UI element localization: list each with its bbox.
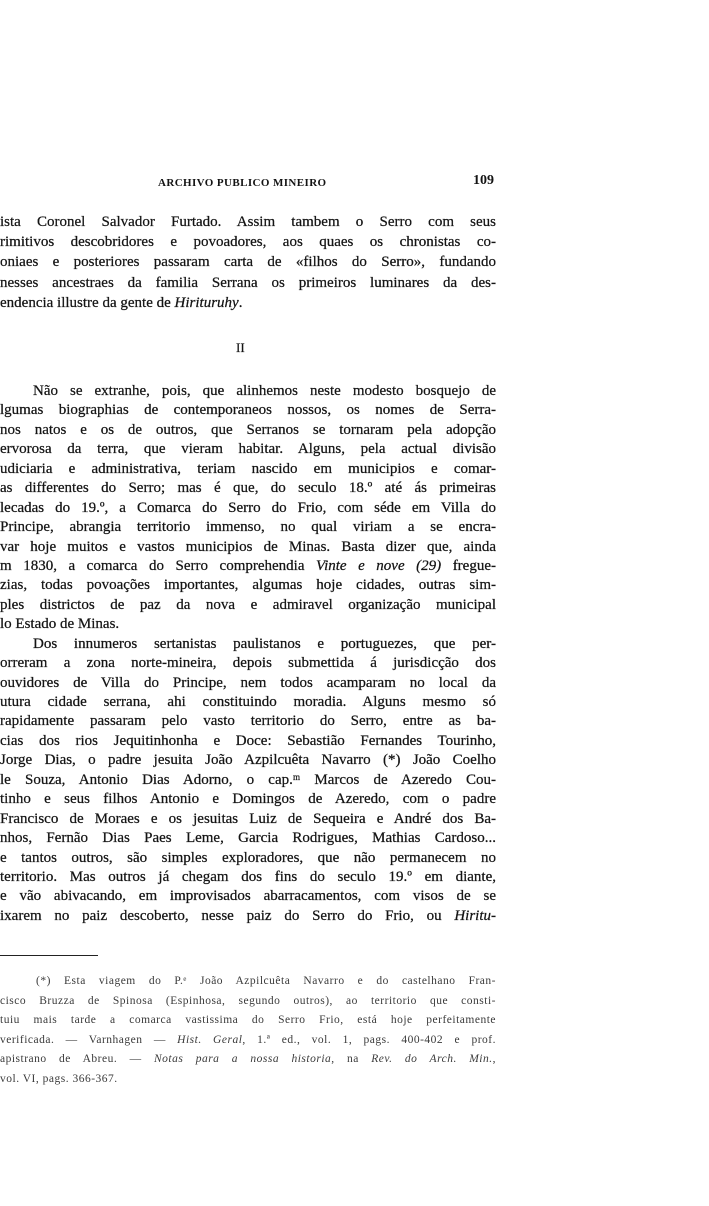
text-line bbox=[0, 518, 496, 537]
text-run: utura cidade serrana, ahi constituindo moradia. Alguns mesmo só bbox=[0, 694, 496, 710]
running-title: ARCHIVO PUBLICO MINEIRO bbox=[158, 177, 327, 189]
text-line bbox=[0, 576, 496, 595]
text-run: verificada. — Varnhagen — bbox=[0, 1033, 178, 1046]
text-run: zias, todas povoações importantes, algumas hoje cidades, outras sim- bbox=[0, 577, 496, 594]
text-run: rimitivos descobridores e povoadores, aos quaes os chronistas co- bbox=[0, 234, 496, 251]
page-number: 109 bbox=[473, 173, 494, 188]
text-run: Francisco de Moraes e os jesuitas Luiz de Sequeira e André dos Ba- bbox=[0, 810, 496, 827]
text-line bbox=[0, 293, 496, 313]
text-line bbox=[0, 810, 496, 829]
text-run: le Souza, Antonio Dias Adorno, o cap.ᵐ Marcos de Azeredo Cou- bbox=[0, 771, 496, 788]
text-run: e tantos outros, são simples exploradores, que não permanecem no bbox=[0, 849, 496, 866]
text-line bbox=[0, 440, 496, 459]
text-run: nesses ancestraes da familia Serrana os primeiros luminares da des- bbox=[0, 274, 496, 291]
text-run: m 1830, a comarca do Serro comprehendia bbox=[0, 557, 317, 574]
text-run: var hoje muitos e vastos municipios de Minas. Basta dizer que, ainda bbox=[0, 538, 496, 555]
text-run: endencia illustre da gente de bbox=[0, 294, 175, 311]
text-run: lo Estado de Minas. bbox=[0, 616, 120, 633]
text-run: tuiu mais tarde a comarca vastissima do Serro Frio, está hoje perfeitamente bbox=[0, 1014, 496, 1027]
text-line bbox=[0, 273, 496, 293]
text-run: Principe, abrangia territorio immenso, no qual viriam a se encra- bbox=[0, 519, 496, 536]
text-line bbox=[0, 972, 496, 992]
italic-text: Rev. do Arch. Min. bbox=[371, 1053, 493, 1066]
text-run: Dos innumeros sertanistas paulistanos e portuguezes, que per- bbox=[33, 635, 496, 652]
text-line bbox=[0, 557, 496, 576]
italic-text: Vinte e nove (29) bbox=[316, 557, 442, 574]
text-run: e vão abivacando, em improvisados abarracamentos, com visos de se bbox=[0, 888, 496, 905]
text-run: . bbox=[238, 294, 243, 311]
text-line bbox=[0, 693, 496, 712]
text-line bbox=[0, 1031, 496, 1051]
text-line bbox=[0, 1050, 496, 1070]
text-run: lgumas biographias de contemporaneos nossos, os nomes de Serra- bbox=[0, 402, 496, 419]
text-line bbox=[0, 615, 496, 634]
italic-text: Hist. Geral bbox=[177, 1033, 243, 1046]
text-line bbox=[0, 421, 496, 440]
paragraph bbox=[0, 635, 496, 927]
text-line bbox=[0, 538, 496, 557]
text-line bbox=[0, 732, 496, 751]
text-line bbox=[0, 674, 496, 693]
text-run: as differentes do Serro; mas é que, do seculo 18.º até ás primeiras bbox=[0, 480, 496, 497]
text-run: lecadas do 19.º, a Comarca do Serro do Frio, com séde em Villa do bbox=[0, 499, 496, 516]
text-run: orreram a zona norte-mineira, depois submettida á jurisdicção dos bbox=[0, 655, 496, 672]
text-line bbox=[0, 499, 496, 518]
text-run: fregue- bbox=[441, 557, 496, 574]
text-line bbox=[0, 401, 496, 420]
text-run: udiciaria e administrativa, teriam nascido em municipios e comar- bbox=[0, 460, 496, 477]
text-line bbox=[0, 849, 496, 868]
text-line bbox=[0, 771, 496, 790]
text-run: oniaes e posteriores passaram carta de «filhos do Serro», fundando bbox=[0, 254, 496, 271]
text-run: rapidamente passaram pelo vasto territorio do Serro, entre as ba- bbox=[0, 713, 496, 730]
italic-text: Hirituruhy bbox=[174, 294, 239, 311]
section-numeral: II bbox=[236, 340, 245, 355]
text-run: Não se extranhe, pois, que alinhemos neste modesto bosquejo de bbox=[33, 383, 496, 399]
text-run: cisco Bruzza de Spinosa (Espinhosa, segundo outros), ao territorio que consti- bbox=[0, 994, 496, 1007]
text-run: (*) Esta viagem do P.ᵉ João Azpilcuêta Navarro e do castelhano Fran- bbox=[36, 975, 496, 987]
text-run: , 1.ª ed., vol. 1, pags. 400-402 e prof. bbox=[242, 1033, 496, 1046]
continued-paragraph bbox=[0, 212, 496, 313]
text-line bbox=[0, 1070, 496, 1090]
footnote bbox=[0, 972, 496, 1090]
text-run: vol. VI, pags. 366-367. bbox=[0, 1072, 118, 1085]
text-run: , na bbox=[331, 1053, 372, 1066]
text-line bbox=[0, 1011, 496, 1031]
text-line bbox=[0, 479, 496, 498]
text-line bbox=[0, 992, 496, 1012]
paragraph bbox=[0, 382, 496, 635]
text-line bbox=[0, 712, 496, 731]
text-run: Jorge Dias, o padre jesuita João Azpilcuêta Navarro (*) João Coelho bbox=[0, 752, 496, 769]
section-body bbox=[0, 382, 496, 926]
text-line bbox=[0, 382, 496, 401]
text-run: , bbox=[492, 1053, 496, 1066]
text-line bbox=[0, 829, 496, 848]
text-run: ervorosa da terra, que vieram habitar. Alguns, pela actual divisão bbox=[0, 441, 496, 458]
text-line bbox=[0, 868, 496, 887]
text-run: territorio. Mas outros já chegam dos fins do seculo 19.º em diante, bbox=[0, 868, 496, 885]
text-line bbox=[0, 232, 496, 252]
text-line bbox=[0, 252, 496, 272]
footnote-rule bbox=[0, 955, 98, 956]
text-line bbox=[0, 460, 496, 479]
text-line bbox=[0, 596, 496, 615]
text-run: nos natos e os de outros, que Serranos se tornaram pela adopção bbox=[0, 421, 496, 438]
italic-text: Hiritu- bbox=[454, 907, 496, 924]
text-run: ixarem no paiz descoberto, nesse paiz do Serro do Frio, ou bbox=[0, 907, 455, 924]
text-run: cias dos rios Jequitinhonha e Doce: Sebastião Fernandes Tourinho, bbox=[0, 732, 496, 749]
text-line bbox=[0, 635, 496, 654]
text-run: ouvidores de Villa do Principe, nem todos acamparam no local da bbox=[0, 674, 496, 691]
italic-text: Notas para a nossa historia bbox=[153, 1053, 332, 1066]
text-run: ples districtos de paz da nova e admiravel organização municipal bbox=[0, 596, 496, 613]
text-run: tinho e seus filhos Antonio e Domingos de Azeredo, com o padre bbox=[0, 791, 496, 808]
text-line bbox=[0, 790, 496, 809]
text-line bbox=[0, 751, 496, 770]
text-line bbox=[0, 212, 496, 232]
text-run: ista Coronel Salvador Furtado. Assim tambem o Serro com seus bbox=[0, 214, 496, 230]
text-line bbox=[0, 654, 496, 673]
text-run: nhos, Fernão Dias Paes Leme, Garcia Rodrigues, Mathias Cardoso... bbox=[0, 830, 496, 847]
text-run: apistrano de Abreu. — bbox=[0, 1053, 154, 1066]
text-line bbox=[0, 887, 496, 906]
text-line bbox=[0, 907, 496, 926]
